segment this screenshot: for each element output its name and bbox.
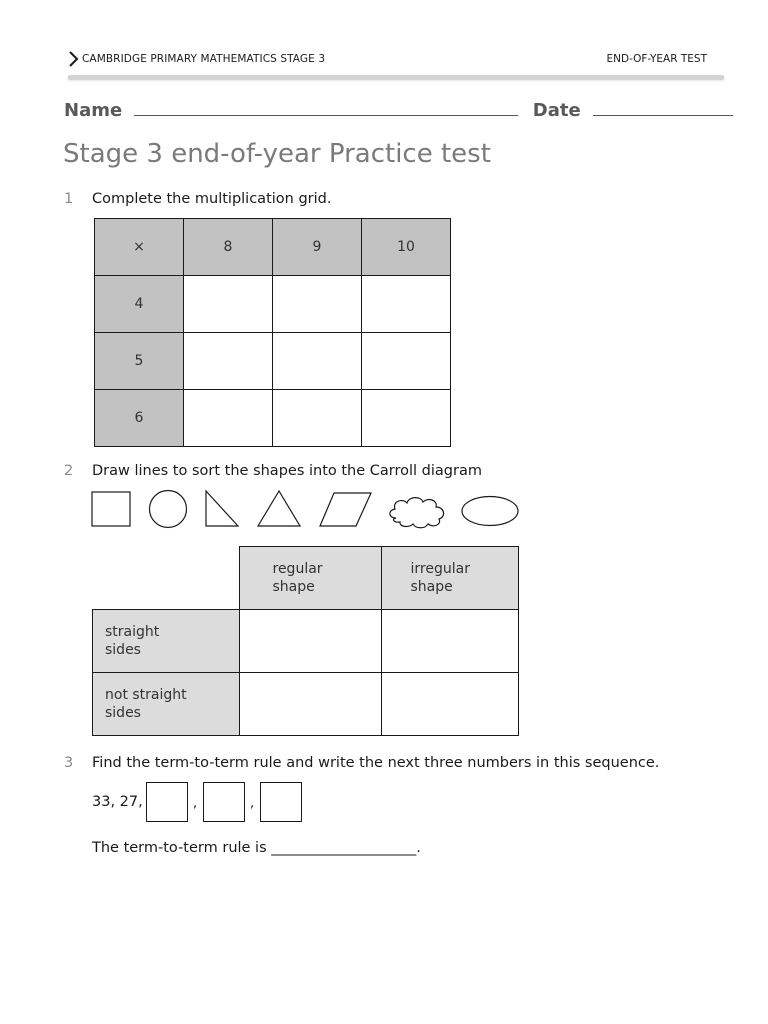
square-shape[interactable] [92,492,130,526]
oval-shape[interactable] [462,497,518,526]
carroll-row-header-label: straight sides [105,624,160,658]
multiplication-grid-row [95,390,451,447]
grid-answer-cell[interactable] [362,390,451,447]
carroll-row [93,610,519,673]
question-1-text: Complete the multiplication grid. [92,191,332,207]
grid-column-header: 9 [273,219,362,276]
sequence-answer-box[interactable] [260,782,302,822]
grid-answer-cell[interactable] [184,276,273,333]
grid-answer-cell[interactable] [273,390,362,447]
parallelogram-shape[interactable] [320,493,371,526]
carroll-header-row [93,547,519,610]
carroll-corner [93,547,240,610]
carroll-row-header [93,610,240,673]
header-divider [68,75,724,80]
multiplication-grid-row [95,333,451,390]
question-2-text: Draw lines to sort the shapes into the Carroll diagram [92,463,482,479]
name-label: Name [64,100,123,121]
grid-answer-cell[interactable] [362,333,451,390]
shapes-row [90,488,522,532]
multiplication-grid [94,218,451,447]
triangle-shape[interactable] [258,491,300,526]
grid-answer-cell[interactable] [362,276,451,333]
grid-row-header: 4 [95,276,184,333]
question-2-number: 2 [64,463,74,479]
carroll-row-header-label: not straight sides [105,687,187,721]
date-field[interactable] [593,98,733,116]
question-1-number: 1 [64,191,74,207]
circle-shape[interactable] [150,491,187,528]
name-date-line [64,98,733,121]
sequence-comma: , [193,796,198,811]
grid-answer-cell[interactable] [184,390,273,447]
page-title: Stage 3 end-of-year Practice test [63,139,491,169]
carroll-answer-cell[interactable] [381,610,518,673]
carroll-diagram [92,546,519,736]
header-test-label: END-OF-YEAR TEST [606,53,707,65]
carroll-row-header [93,673,240,736]
grid-row-header: 5 [95,333,184,390]
carroll-column-header-label: regular shape [272,561,323,595]
sequence-answer-box[interactable] [146,782,188,822]
question-3-text: Find the term-to-term rule and write the next three numbers in this sequence. [92,755,660,771]
grid-column-header: 10 [362,219,451,276]
carroll-column-header [239,547,381,610]
grid-corner-cell: × [95,219,184,276]
grid-answer-cell[interactable] [273,276,362,333]
carroll-answer-cell[interactable] [381,673,518,736]
name-field[interactable] [134,98,518,116]
carroll-row [93,673,519,736]
grid-row-header: 6 [95,390,184,447]
carroll-answer-cell[interactable] [239,610,381,673]
question-3-number: 3 [64,755,74,771]
sequence-start: 33, 27, [92,794,143,810]
carroll-column-header [381,547,518,610]
sequence-answer-box[interactable] [203,782,245,822]
date-label: Date [532,100,581,121]
chevron-right-icon [66,50,80,68]
grid-column-header: 8 [184,219,273,276]
header-course-title: CAMBRIDGE PRIMARY MATHEMATICS STAGE 3 [82,53,326,65]
term-to-term-rule-line[interactable]: The term-to-term rule is ____________________. [92,840,421,856]
multiplication-grid-header-row [95,219,451,276]
grid-answer-cell[interactable] [273,333,362,390]
sequence-comma: , [250,796,255,811]
carroll-answer-cell[interactable] [239,673,381,736]
grid-answer-cell[interactable] [184,333,273,390]
multiplication-grid-row [95,276,451,333]
carroll-column-header-label: irregular shape [410,561,470,595]
cloud-shape[interactable] [390,498,444,528]
right-triangle-shape[interactable] [206,491,238,526]
